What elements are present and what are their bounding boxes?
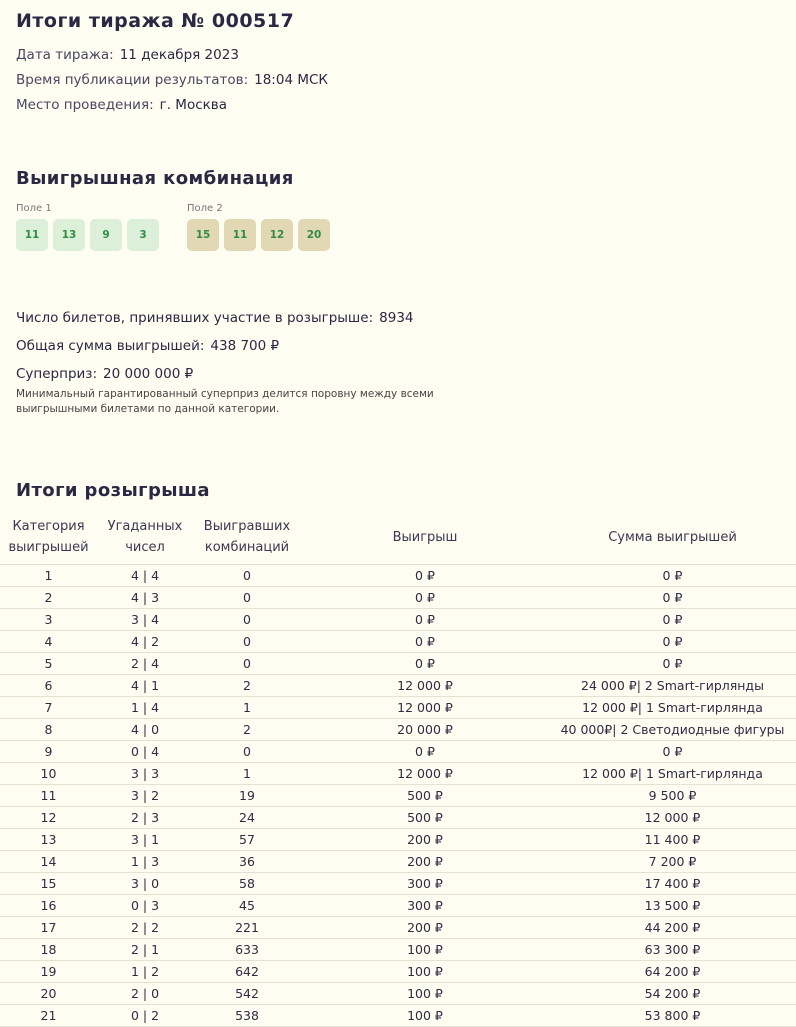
cell-combinations: 221 — [193, 917, 301, 939]
cell-guessed: 3 | 4 — [97, 609, 193, 631]
field2-label: Поле 2 — [187, 203, 223, 214]
tickets-count-line — [16, 310, 414, 326]
cell-category: 4 — [0, 631, 97, 653]
cell-guessed: 2 | 4 — [97, 653, 193, 675]
cell-prize-sum: 0 ₽ — [549, 741, 796, 763]
cell-category: 16 — [0, 895, 97, 917]
field2-numbers — [187, 219, 330, 251]
cell-guessed: 0 | 4 — [97, 741, 193, 763]
publish-time-value: 18:04 МСК — [254, 72, 328, 88]
cell-guessed: 2 | 2 — [97, 917, 193, 939]
table-row — [0, 587, 796, 609]
cell-combinations: 0 — [193, 609, 301, 631]
cell-category: 17 — [0, 917, 97, 939]
table-row — [0, 785, 796, 807]
cell-prize: 0 ₽ — [301, 653, 549, 675]
results-body — [0, 565, 796, 1027]
cell-prize-sum: 12 000 ₽| 1 Smart-гирлянда — [549, 763, 796, 785]
cell-category: 20 — [0, 983, 97, 1005]
cell-category: 14 — [0, 851, 97, 873]
cell-guessed: 2 | 0 — [97, 983, 193, 1005]
cell-combinations: 36 — [193, 851, 301, 873]
cell-guessed: 2 | 3 — [97, 807, 193, 829]
superprize-line — [16, 366, 193, 382]
total-winnings-value: 438 700 ₽ — [210, 338, 280, 354]
table-row — [0, 697, 796, 719]
superprize-value: 20 000 000 ₽ — [103, 366, 194, 382]
table-row — [0, 983, 796, 1005]
cell-prize-sum: 53 800 ₽ — [549, 1005, 796, 1027]
cell-prize: 20 000 ₽ — [301, 719, 549, 741]
table-row — [0, 631, 796, 653]
cell-prize: 0 ₽ — [301, 631, 549, 653]
cell-prize-sum: 63 300 ₽ — [549, 939, 796, 961]
cell-prize: 12 000 ₽ — [301, 675, 549, 697]
table-row — [0, 719, 796, 741]
cell-prize-sum: 12 000 ₽ — [549, 807, 796, 829]
cell-combinations: 58 — [193, 873, 301, 895]
table-row — [0, 895, 796, 917]
place-value: г. Москва — [159, 97, 228, 113]
cell-category: 9 — [0, 741, 97, 763]
table-row — [0, 609, 796, 631]
field2-number: 12 — [261, 219, 293, 251]
cell-prize: 100 ₽ — [301, 939, 549, 961]
table-row — [0, 939, 796, 961]
cell-prize-sum: 44 200 ₽ — [549, 917, 796, 939]
table-row — [0, 961, 796, 983]
cell-guessed: 3 | 3 — [97, 763, 193, 785]
field2-number: 15 — [187, 219, 219, 251]
field1-numbers — [16, 219, 159, 251]
cell-guessed: 3 | 2 — [97, 785, 193, 807]
cell-guessed: 1 | 4 — [97, 697, 193, 719]
cell-combinations: 0 — [193, 631, 301, 653]
field1-number: 3 — [127, 219, 159, 251]
field1-number: 13 — [53, 219, 85, 251]
draw-date-label: Дата тиража: — [16, 47, 114, 63]
cell-combinations: 542 — [193, 983, 301, 1005]
superprize-label: Суперприз: — [16, 366, 98, 382]
cell-guessed: 4 | 3 — [97, 587, 193, 609]
cell-category: 2 — [0, 587, 97, 609]
results-header-row — [0, 510, 796, 565]
publish-time-label: Время публикации результатов: — [16, 72, 249, 88]
page-title: Итоги тиража № 000517 — [16, 10, 295, 32]
cell-prize: 300 ₽ — [301, 895, 549, 917]
cell-prize: 500 ₽ — [301, 807, 549, 829]
cell-prize-sum: 13 500 ₽ — [549, 895, 796, 917]
cell-combinations: 2 — [193, 675, 301, 697]
cell-prize: 100 ₽ — [301, 983, 549, 1005]
cell-guessed: 4 | 1 — [97, 675, 193, 697]
cell-guessed: 0 | 3 — [97, 895, 193, 917]
cell-category: 11 — [0, 785, 97, 807]
cell-category: 13 — [0, 829, 97, 851]
cell-combinations: 642 — [193, 961, 301, 983]
cell-category: 8 — [0, 719, 97, 741]
cell-prize: 0 ₽ — [301, 587, 549, 609]
cell-prize: 12 000 ₽ — [301, 697, 549, 719]
cell-guessed: 3 | 0 — [97, 873, 193, 895]
cell-combinations: 0 — [193, 587, 301, 609]
cell-combinations: 45 — [193, 895, 301, 917]
cell-prize-sum: 0 ₽ — [549, 565, 796, 587]
cell-prize-sum: 0 ₽ — [549, 609, 796, 631]
cell-prize-sum: 0 ₽ — [549, 587, 796, 609]
tickets-count-value: 8934 — [379, 310, 414, 326]
results-title: Итоги розыгрыша — [16, 480, 210, 501]
cell-prize: 100 ₽ — [301, 961, 549, 983]
cell-category: 5 — [0, 653, 97, 675]
place-line — [16, 97, 227, 113]
cell-category: 7 — [0, 697, 97, 719]
cell-prize-sum: 40 000₽| 2 Светодиодные фигуры — [549, 719, 796, 741]
cell-prize-sum: 9 500 ₽ — [549, 785, 796, 807]
total-winnings-line — [16, 338, 279, 354]
table-row — [0, 741, 796, 763]
cell-prize: 0 ₽ — [301, 565, 549, 587]
header-prize-sum: Сумма выигрышей — [549, 510, 796, 565]
table-row — [0, 653, 796, 675]
table-row — [0, 873, 796, 895]
cell-prize-sum: 17 400 ₽ — [549, 873, 796, 895]
cell-combinations: 0 — [193, 741, 301, 763]
table-row — [0, 675, 796, 697]
draw-date-line — [16, 47, 239, 63]
cell-prize-sum: 54 200 ₽ — [549, 983, 796, 1005]
table-row — [0, 763, 796, 785]
header-prize: Выигрыш — [301, 510, 549, 565]
table-row — [0, 807, 796, 829]
field2-number: 20 — [298, 219, 330, 251]
header-combinations: Выигравших комбинаций — [193, 510, 301, 565]
cell-combinations: 19 — [193, 785, 301, 807]
table-row — [0, 851, 796, 873]
cell-prize-sum: 12 000 ₽| 1 Smart-гирлянда — [549, 697, 796, 719]
cell-guessed: 4 | 2 — [97, 631, 193, 653]
table-row — [0, 565, 796, 587]
cell-category: 21 — [0, 1005, 97, 1027]
cell-category: 10 — [0, 763, 97, 785]
cell-combinations: 57 — [193, 829, 301, 851]
cell-combinations: 538 — [193, 1005, 301, 1027]
cell-category: 18 — [0, 939, 97, 961]
cell-prize: 12 000 ₽ — [301, 763, 549, 785]
cell-category: 3 — [0, 609, 97, 631]
cell-prize-sum: 64 200 ₽ — [549, 961, 796, 983]
cell-prize-sum: 0 ₽ — [549, 653, 796, 675]
field1-number: 11 — [16, 219, 48, 251]
winning-combination-title: Выигрышная комбинация — [16, 168, 294, 189]
field2-number: 11 — [224, 219, 256, 251]
cell-prize: 0 ₽ — [301, 609, 549, 631]
cell-category: 1 — [0, 565, 97, 587]
cell-prize: 500 ₽ — [301, 785, 549, 807]
cell-combinations: 1 — [193, 763, 301, 785]
cell-guessed: 4 | 0 — [97, 719, 193, 741]
cell-combinations: 1 — [193, 697, 301, 719]
cell-guessed: 0 | 2 — [97, 1005, 193, 1027]
cell-prize: 300 ₽ — [301, 873, 549, 895]
cell-combinations: 633 — [193, 939, 301, 961]
cell-combinations: 24 — [193, 807, 301, 829]
cell-prize-sum: 11 400 ₽ — [549, 829, 796, 851]
cell-combinations: 0 — [193, 565, 301, 587]
draw-date-value: 11 декабря 2023 — [119, 47, 239, 63]
cell-combinations: 2 — [193, 719, 301, 741]
field1-number: 9 — [90, 219, 122, 251]
table-row — [0, 1005, 796, 1027]
cell-category: 15 — [0, 873, 97, 895]
table-row — [0, 829, 796, 851]
tickets-count-label: Число билетов, принявших участие в розыгрыше: — [16, 310, 374, 326]
cell-prize: 200 ₽ — [301, 917, 549, 939]
cell-prize-sum: 0 ₽ — [549, 631, 796, 653]
header-category: Категория выигрышей — [0, 510, 97, 565]
table-row — [0, 917, 796, 939]
total-winnings-label: Общая сумма выигрышей: — [16, 338, 205, 354]
cell-category: 12 — [0, 807, 97, 829]
field1-label: Поле 1 — [16, 203, 52, 214]
cell-prize-sum: 7 200 ₽ — [549, 851, 796, 873]
header-guessed: Угаданных чисел — [97, 510, 193, 565]
cell-guessed: 1 | 2 — [97, 961, 193, 983]
cell-prize: 200 ₽ — [301, 829, 549, 851]
cell-prize-sum: 24 000 ₽| 2 Smart-гирлянды — [549, 675, 796, 697]
cell-guessed: 1 | 3 — [97, 851, 193, 873]
cell-guessed: 4 | 4 — [97, 565, 193, 587]
cell-category: 19 — [0, 961, 97, 983]
superprize-note: Минимальный гарантированный суперприз делится поровну между всеми выигрышными билетами по данной категории. — [16, 388, 434, 415]
cell-guessed: 3 | 1 — [97, 829, 193, 851]
cell-combinations: 0 — [193, 653, 301, 675]
cell-prize: 100 ₽ — [301, 1005, 549, 1027]
results-table — [0, 510, 796, 1027]
cell-guessed: 2 | 1 — [97, 939, 193, 961]
place-label: Место проведения: — [16, 97, 154, 113]
publish-time-line — [16, 72, 328, 88]
cell-prize: 0 ₽ — [301, 741, 549, 763]
cell-category: 6 — [0, 675, 97, 697]
cell-prize: 200 ₽ — [301, 851, 549, 873]
